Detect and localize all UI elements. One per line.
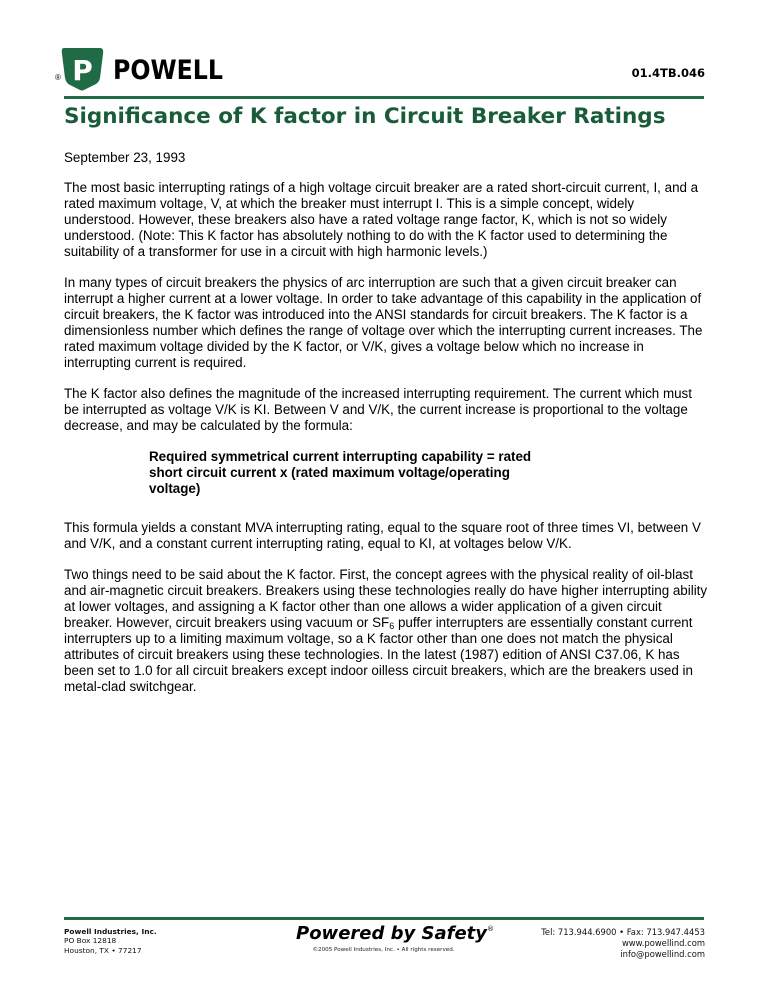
paragraph-5 <box>64 567 708 695</box>
slogan-registered-mark: ® <box>487 925 495 933</box>
paragraph-5-part-2: puffer interrupters are essentially constant current interrupters up to a limiting maximum voltage, so a K factor other than one does not match the physical attributes of circuit breakers using these technologies. In the latest (1987) edition of ANSI C37.06, K has been set to 1.0 for all circuit breakers except indoor oilless circuit breakers, which are the breakers used in metal-clad switchgear. <box>64 615 693 694</box>
copyright: ©2005 Powell Industries, Inc. • All rights reserved. <box>312 947 455 953</box>
powell-logo <box>55 44 255 94</box>
page-title: Significance of K factor in Circuit Breaker Ratings <box>64 104 666 129</box>
footer-divider <box>64 917 704 920</box>
slogan <box>296 923 495 944</box>
formula: Required symmetrical current interrupting capability = rated short circuit current x (rated maximum voltage/operating voltage) <box>149 449 532 496</box>
document-number: 01.4TB.046 <box>631 66 705 80</box>
footer-phone-fax: Tel: 713.944.6900 • Fax: 713.947.4453 <box>541 927 705 937</box>
registered-mark: ® <box>55 73 61 82</box>
slogan-text: Powered by Safety <box>296 923 488 944</box>
paragraph-5-part-1: Two things need to be said about the K factor. First, the concept agrees with the physical reality of oil-blast and air-magnetic circuit breakers. Breakers using these technologies really do have higher interrupting ability at lower voltages, and assigning a K factor other than one allows a wider application of a given circuit breaker. However, circuit breakers using vacuum or SF <box>64 567 708 630</box>
footer-city: Houston, TX • 77217 <box>64 945 142 955</box>
paragraph-4: This formula yields a constant MVA interrupting rating, equal to the square root of three times VI, between V and V/K, and a constant current interrupting rating, equal to KI, at voltages below V/K. <box>64 520 701 551</box>
footer-website[interactable]: www.powellind.com <box>621 938 705 948</box>
document-date: September 23, 1993 <box>64 150 186 165</box>
sf6-subscript: 6 <box>389 621 395 631</box>
paragraph-3: The K factor also defines the magnitude of the increased interrupting requirement. The current which must be interrupted as voltage V/K is KI. Between V and V/K, the current increase is proportional to the voltage decrease, and may be calculated by the formula: <box>64 386 692 433</box>
footer-email[interactable]: info@powellind.com <box>620 949 705 959</box>
footer-po-box: PO Box 12818 <box>64 936 117 946</box>
footer-contact <box>541 927 705 960</box>
document-body <box>64 150 708 710</box>
paragraph-1: The most basic interrupting ratings of a high voltage circuit breaker are a rated short-circuit current, I, and a rated maximum voltage, V, at which the breaker must interrupt I. This is a simple concept, widely understood. However, these breakers also have a rated voltage range factor, K, which is not so widely understood. (Note: This K factor has absolutely nothing to do with the K factor used to determining the suitability of a transformer for use in a circuit with high harmonic levels.) <box>64 180 699 259</box>
brand-name: POWELL <box>113 55 223 86</box>
footer-address <box>64 927 157 955</box>
header-divider <box>64 96 704 99</box>
logo-letter: P <box>72 54 93 87</box>
footer-slogan-block <box>296 923 495 953</box>
footer-company: Powell Industries, Inc. <box>64 927 157 936</box>
paragraph-2: In many types of circuit breakers the physics of arc interruption are such that a given circuit breaker can interrupt a higher current at a lower voltage. In order to take advantage of this capability in the application of circuit breakers, the K factor was introduced into the ANSI standards for circuit breakers. The K factor is a dimensionless number which defines the range of voltage over which the interrupting current increases. The rated maximum voltage divided by the K factor, or V/K, gives a voltage below which no increase in interrupting current is required. <box>64 275 703 370</box>
